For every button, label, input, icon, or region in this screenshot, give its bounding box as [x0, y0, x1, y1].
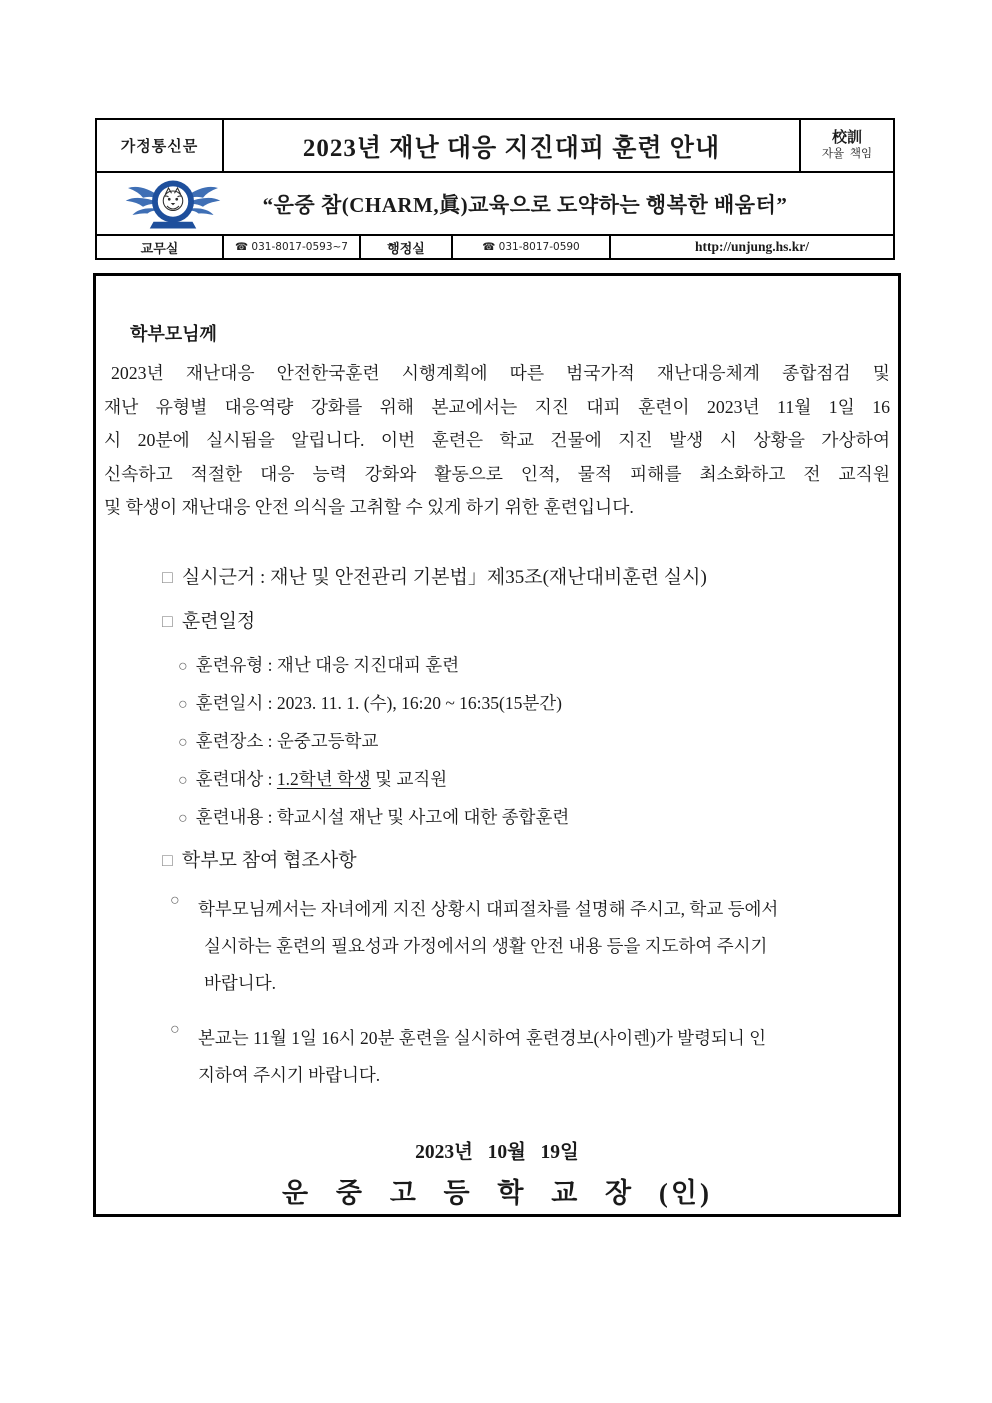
office1-phone: ☎ 031-8017-0593~7 [224, 236, 361, 258]
circle-bullet-icon: ○ [170, 1020, 180, 1038]
item-colon: : [263, 692, 277, 713]
intro-line: 2023년 재난대응 안전한국훈련 시행계획에 따른 범국가적 재난대응체계 종합점검 및 [111, 363, 890, 383]
circle-bullet-icon: ○ [178, 733, 188, 751]
item-label: 훈련대상 [195, 768, 264, 789]
circle-bullet-icon: ○ [170, 891, 180, 909]
school-emblem-icon [123, 176, 223, 233]
header-table [95, 118, 895, 260]
square-bullet-icon: □ [162, 566, 173, 587]
motto-label: 校訓 [831, 130, 862, 146]
greeting: 학부모님께 [130, 324, 217, 344]
item-label: 훈련유형 [195, 654, 264, 675]
schedule-item-type [178, 654, 890, 678]
coop-line: 실시하는 훈련의 필요성과 가정에서의 생활 안전 내용 등을 지도하여 주시기 [204, 935, 768, 956]
item-colon: : [263, 806, 277, 827]
item-value: 운중고등학교 [276, 730, 379, 751]
section-basis [162, 565, 890, 590]
circle-bullet-icon: ○ [178, 809, 188, 827]
issue-date: 2023년 10월 19일 [415, 1141, 579, 1163]
square-bullet-icon: □ [162, 610, 173, 631]
section-coop-text: 학부모 참여 협조사항 [181, 849, 357, 871]
intro-line: 시 20분에 실시됨을 알립니다. 이번 훈련은 학교 건물에 지진 발생 시 상황을 가상하여 [104, 430, 890, 450]
coop-line: 지하여 주시기 바랍니다. [198, 1064, 381, 1085]
section-basis-text: 실시근거 : 재난 및 안전관리 기본법」제35조(재난대비훈련 실시) [181, 566, 707, 588]
intro-line: 재난 유형별 대응역량 강화를 위해 본교에서는 지진 대피 훈련이 2023년 11월 1일 16 [104, 396, 890, 417]
item-colon: : [263, 654, 277, 675]
item-value: 2023. 11. 1. (수), 16:20 ~ 16:35(15분간) [276, 692, 562, 713]
item-value: 및 교직원 [370, 768, 448, 789]
coop-line: 바랍니다. [204, 972, 276, 993]
header-row-title [97, 120, 893, 173]
coop-item-siren [170, 1020, 890, 1094]
school-motto-cell [801, 120, 893, 171]
body-box [93, 273, 901, 1217]
schedule-item-place [178, 730, 890, 754]
office2-phone: ☎ 031-8017-0590 [453, 236, 611, 258]
item-label: 훈련장소 [195, 730, 264, 751]
section-schedule-title [162, 609, 890, 634]
principal-signature: 운 중 고 등 학 교 장 (인) [282, 1177, 712, 1208]
office1-label: 교무실 [97, 236, 224, 258]
item-value-underlined: 1.2학년 학생 [276, 768, 371, 789]
item-value: 학교시설 재난 및 사고에 대한 종합훈련 [276, 806, 570, 827]
item-colon: : [263, 768, 277, 789]
doc-type-label: 가정통신문 [97, 120, 224, 171]
schedule-item-content [178, 806, 890, 830]
coop-item-guidance [170, 891, 890, 1002]
schedule-item-datetime [178, 692, 890, 716]
circle-bullet-icon: ○ [178, 771, 188, 789]
item-label: 훈련내용 [195, 806, 264, 827]
header-row-contacts [97, 236, 893, 258]
coop-line: 본교는 11월 1일 16시 20분 훈련을 실시하여 훈련경보(사이렌)가 발령되니 인 [198, 1027, 767, 1048]
intro-line: 및 학생이 재난대응 안전 의식을 고취할 수 있게 하기 위한 훈련입니다. [104, 497, 634, 517]
item-colon: : [263, 730, 277, 751]
school-slogan: “운중 참(CHARM,眞)교육으로 도약하는 행복한 배움터” [262, 192, 788, 217]
motto-values: 자율 책임 [821, 148, 873, 160]
section-schedule-text: 훈련일정 [181, 610, 256, 632]
schedule-item-target [178, 768, 890, 792]
circle-bullet-icon: ○ [178, 657, 188, 675]
header-row-slogan [97, 173, 893, 236]
square-bullet-icon: □ [162, 849, 173, 870]
intro-line: 신속하고 적절한 대응 능력 강화와 활동으로 인적, 물적 피해를 최소화하고 전 교직원 [104, 463, 890, 484]
coop-line: 학부모님께서는 자녀에게 지진 상황시 대피절차를 설명해 주시고, 학교 등에서 [198, 898, 779, 919]
school-website-url: http://unjung.hs.kr/ [694, 239, 810, 254]
page-title: 2023년 재난 대응 지진대피 훈련 안내 [224, 120, 801, 171]
intro-paragraph [104, 357, 890, 525]
item-value: 재난 대응 지진대피 훈련 [276, 654, 460, 675]
section-coop-title [162, 848, 890, 873]
item-label: 훈련일시 [195, 692, 264, 713]
circle-bullet-icon: ○ [178, 695, 188, 713]
office2-label: 행정실 [361, 236, 453, 258]
